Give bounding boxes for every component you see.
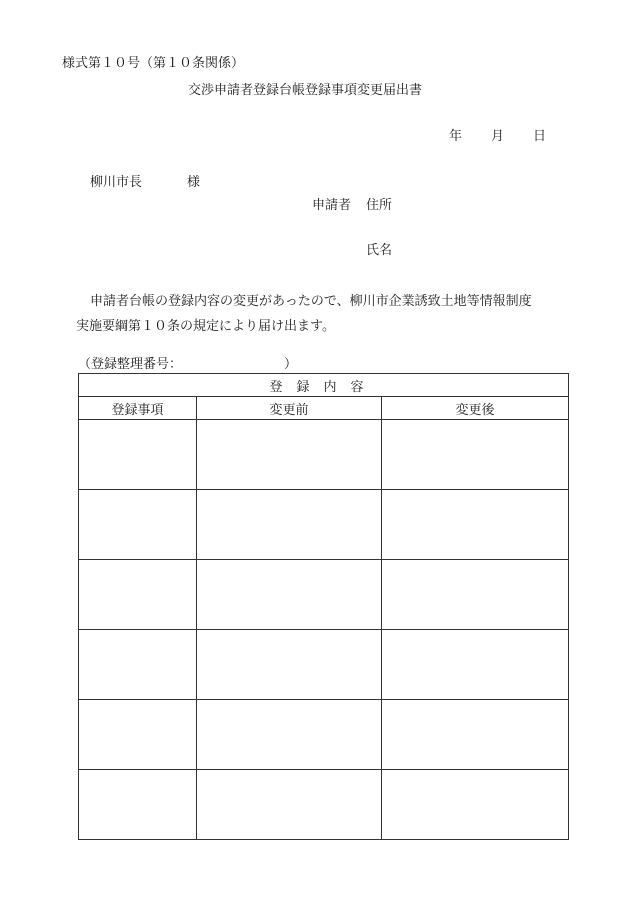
cell-item[interactable] <box>79 560 197 630</box>
column-header-after: 変更後 <box>382 397 569 420</box>
cell-item[interactable] <box>79 700 197 770</box>
registration-number-close: ） <box>284 357 298 372</box>
cell-after[interactable] <box>382 490 569 560</box>
cell-before[interactable] <box>197 700 382 770</box>
recipient-honorific: 様 <box>187 175 201 190</box>
table-main-header: 登録内容 <box>79 374 569 397</box>
table-row <box>79 490 569 560</box>
column-header-item: 登録事項 <box>79 397 197 420</box>
name-label: 氏名 <box>366 243 393 258</box>
registration-table <box>78 373 569 840</box>
document-title: 交渉申請者登録台帳登録事項変更届出書 <box>188 83 423 98</box>
table-row <box>79 700 569 770</box>
table-row <box>79 630 569 700</box>
cell-before[interactable] <box>197 560 382 630</box>
cell-item[interactable] <box>79 770 197 840</box>
cell-item[interactable] <box>79 630 197 700</box>
cell-item[interactable] <box>79 490 197 560</box>
cell-before[interactable] <box>197 770 382 840</box>
column-header-before: 変更前 <box>197 397 382 420</box>
date-year-label: 年 <box>449 129 463 144</box>
cell-item[interactable] <box>79 420 197 490</box>
recipient-name: 柳川市長 <box>90 175 143 190</box>
registration-number-label: （登録整理番号： <box>78 357 183 372</box>
body-paragraph <box>76 289 576 339</box>
cell-before[interactable] <box>197 490 382 560</box>
form-number: 様式第１０号（第１０条関係） <box>62 56 245 71</box>
table-row <box>79 420 569 490</box>
cell-after[interactable] <box>382 420 569 490</box>
applicant-label: 申請者 <box>312 198 352 213</box>
cell-before[interactable] <box>197 630 382 700</box>
cell-after[interactable] <box>382 700 569 770</box>
cell-after[interactable] <box>382 560 569 630</box>
body-line-1: 申請者台帳の登録内容の変更があったので、柳川市企業誘致土地等情報制度 <box>90 294 532 309</box>
date-day-label: 日 <box>533 129 547 144</box>
table-row <box>79 560 569 630</box>
cell-after[interactable] <box>382 770 569 840</box>
table-row <box>79 770 569 840</box>
body-line-2: 実施要綱第１０条の規定により届け出ます。 <box>76 319 335 334</box>
cell-before[interactable] <box>197 420 382 490</box>
address-label: 住所 <box>366 198 393 213</box>
date-month-label: 月 <box>491 129 505 144</box>
cell-after[interactable] <box>382 630 569 700</box>
